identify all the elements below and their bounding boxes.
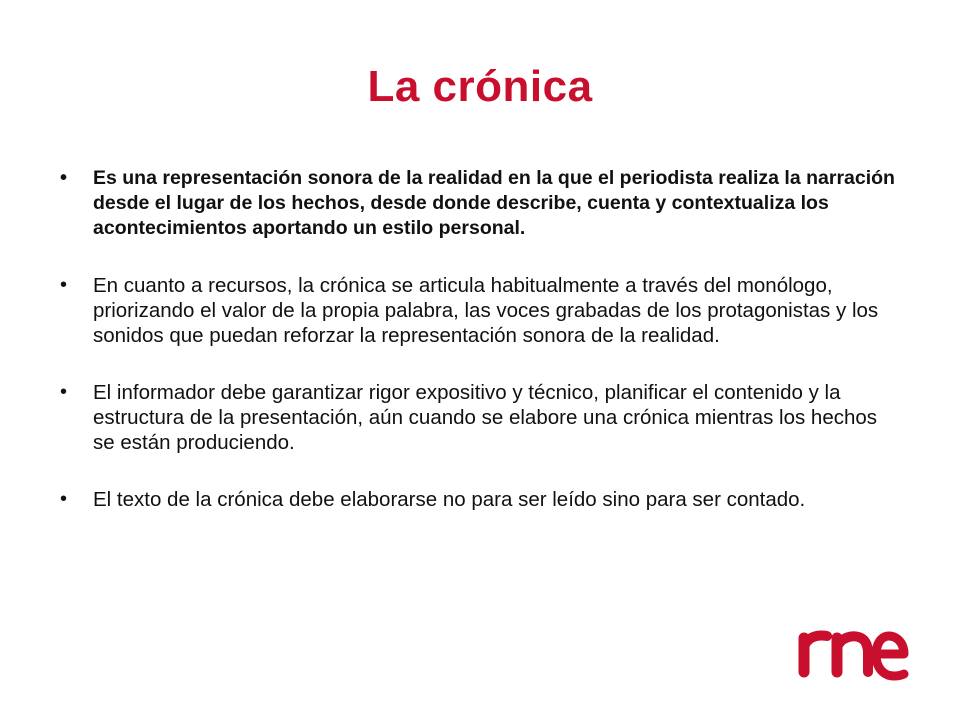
bullet-item [60,380,900,455]
bullet-text: Es una representación sonora de la realidad en la que el periodista realiza la narración desde el lugar de los hechos, desde donde describe, cuenta y contextualiza los acontecimientos aportando un estilo personal. [93,167,895,239]
bullet-icon: • [60,488,68,510]
bullet-item [60,166,900,241]
slide-title: La crónica [367,62,593,111]
bullet-icon: • [60,274,68,296]
bullet-text: El texto de la crónica debe elaborarse no para ser leído sino para ser contado. [93,488,806,511]
bullet-item [60,487,900,512]
bullet-list [60,166,900,544]
bullet-text: El informador debe garantizar rigor expositivo y técnico, planificar el contenido y la estructura de la presentación, aún cuando se elabore una crónica mientras los hechos se están produciendo. [93,381,878,454]
bullet-icon: • [60,167,68,189]
rne-logo [796,614,912,688]
bullet-icon: • [60,381,68,403]
bullet-item [60,273,900,348]
bullet-text: En cuanto a recursos, la crónica se articula habitualmente a través del monólogo, priorizando el valor de la propia palabra, las voces grabadas de los protagonistas y los sonidos que puedan reforzar la representación sonora de la realidad. [93,274,879,347]
